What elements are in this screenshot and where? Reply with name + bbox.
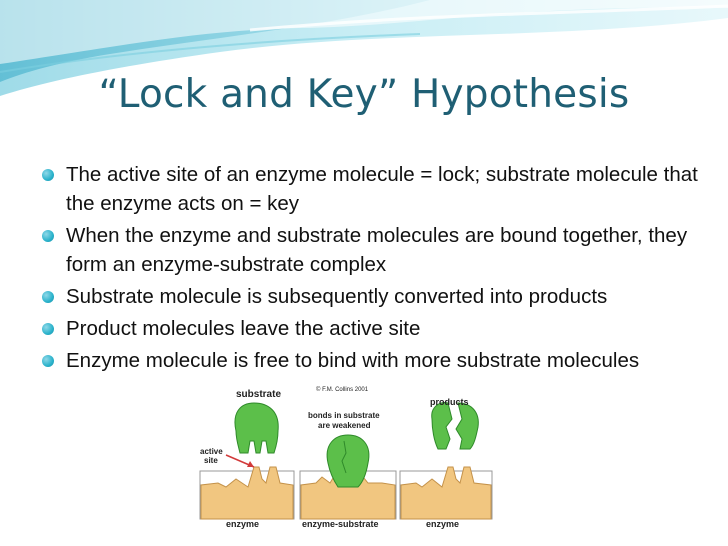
bullet-item	[42, 314, 702, 343]
bullet-item	[42, 221, 702, 279]
bullet-text: Product molecules leave the active site	[66, 317, 421, 340]
bullet-dot-icon	[42, 230, 54, 242]
products-label: products	[430, 397, 469, 407]
active-site-label-line1: active	[200, 447, 223, 456]
bullet-text: Enzyme molecule is free to bind with more substrate molecules	[66, 349, 640, 372]
bullet-item	[42, 160, 702, 218]
bullet-item	[42, 282, 702, 311]
bonds-label-line1: bonds in substrate	[308, 411, 380, 420]
bullet-dot-icon	[42, 355, 54, 367]
enzyme-shape	[201, 467, 293, 519]
product-shape	[456, 403, 478, 449]
slide-title: “Lock and Key” Hypothesis	[98, 72, 630, 117]
active-site-label-line2: site	[204, 456, 218, 465]
lock-and-key-diagram	[196, 383, 494, 531]
enzyme-substrate-label: enzyme-substrate	[302, 519, 379, 529]
enzyme-label: enzyme	[226, 519, 260, 529]
substrate-label: substrate	[236, 389, 282, 400]
product-shape	[432, 403, 452, 449]
bullet-item	[42, 346, 702, 375]
bullet-list	[42, 160, 702, 378]
enzyme-shape	[401, 467, 491, 519]
copyright-label: © F.M. Collins 2001	[316, 387, 369, 393]
enzyme-label: enzyme	[426, 519, 460, 529]
bullet-dot-icon	[42, 323, 54, 335]
bullet-text: The active site of an enzyme molecule = lock; substrate molecule that the enzyme acts on = key	[66, 163, 698, 215]
bullet-dot-icon	[42, 291, 54, 303]
bonds-label-line2: are weakened	[318, 421, 371, 430]
bullet-text: Substrate molecule is subsequently converted into products	[66, 285, 608, 308]
substrate-shape	[235, 403, 278, 453]
bullet-text: When the enzyme and substrate molecules are bound together, they form an enzyme-substrate complex	[66, 224, 688, 276]
substrate-shape	[327, 435, 369, 487]
bullet-dot-icon	[42, 169, 54, 181]
